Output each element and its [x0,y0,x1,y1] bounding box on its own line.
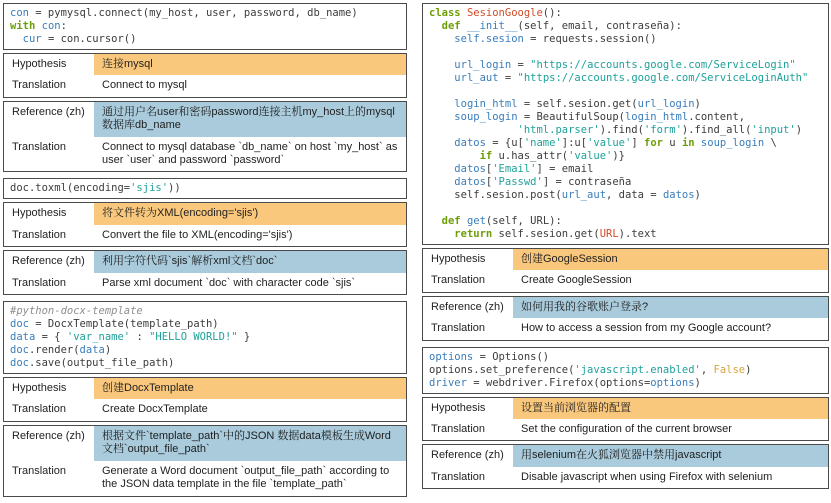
code-token: = webdriver.Firefox(options= [466,376,651,389]
code-token: ] [631,137,644,149]
code-line [10,20,400,33]
code-line [429,72,822,85]
code-token: 'Passwd' [492,176,543,188]
code-line [10,318,400,331]
hypothesis-label: Hypothesis [12,58,67,70]
hypothesis-table [422,397,829,442]
code-token: doc [10,357,29,370]
code-token: ) [694,189,701,201]
code-token: = {u[ [485,137,524,149]
code-token: URL [599,228,619,240]
code-token: datos [454,137,486,149]
code-token: 'javascript.enabled' [574,363,701,376]
code-block [3,301,407,374]
hypothesis-label: Hypothesis [12,382,67,395]
code-token [429,111,454,123]
code-token: ) [104,344,112,357]
code-token: [ [485,176,493,188]
code-line [429,85,822,98]
hypothesis-cell: 创建DocxTemplate [94,378,406,399]
table-row [423,270,828,291]
code-token: ) [694,98,701,110]
translation-label: Translation [431,470,486,483]
table-row [4,225,406,246]
reference-table [3,425,407,497]
code-token: , data = [606,189,663,201]
reference-label: Reference (zh) [12,105,85,118]
table-row [423,445,828,466]
code-line [10,33,400,46]
code-token: doc [10,318,29,331]
code-token [429,72,454,84]
code-token: #python-docx-template [10,305,143,318]
translation-cell: Connect to mysql [102,79,187,92]
code-token: [ [485,163,493,175]
code-block [3,3,407,50]
code-token: : [130,331,150,344]
code-token: 'value' [568,150,613,162]
code-block [3,178,407,199]
table-row [423,398,828,419]
code-token: ] = email [536,163,594,175]
code-token: options [650,376,695,389]
translation-cell: Connect to mysql database `db_name` on host `my_host` as user `user` and password `password` [102,140,398,167]
code-token: = Options() [473,350,550,363]
table-row [423,297,828,318]
code-token [429,215,442,227]
code-token: (self, URL): [485,215,562,227]
code-line [429,163,822,176]
table-row [4,75,406,96]
code-line [429,364,822,377]
code-token: , [700,363,714,376]
reference-label: Reference (zh) [12,255,85,268]
code-token [429,176,454,188]
code-token: } [237,331,251,344]
reference-label: Reference (zh) [12,429,85,442]
table-row [4,399,406,420]
code-token: def [441,215,461,227]
table-row [423,318,828,339]
code-token: ).find( [599,124,644,136]
code-token: "https://accounts.google.com/ServiceLoginAuth" [517,72,809,84]
code-token [10,33,23,45]
code-line [429,202,822,215]
code-token: = DocxTemplate(template_path) [28,318,219,331]
translation-cell: How to access a session from my Google account? [521,322,772,335]
code-token: __init__ [466,20,518,32]
code-token: url_login [454,59,512,71]
code-token: con [41,20,61,32]
code-token [429,20,442,32]
code-token: def [441,20,461,32]
code-token [429,163,454,175]
table-row [4,461,406,496]
code-token: options.set_preference( [429,363,575,376]
code-token: self.sesion [454,33,524,45]
code-token: login_html [624,111,689,123]
translation-cell: Generate a Word document `output_file_path` according to the JSON data template in the file `template_path` [102,464,390,491]
code-token: .content, [688,111,746,123]
code-token: cur [22,33,42,45]
code-token: = BeautifulSoup( [517,111,625,123]
table-row [423,419,828,440]
hypothesis-table [3,53,407,98]
code-token: "HELLO WORLD!" [149,331,238,344]
hypothesis-label: Hypothesis [431,401,486,414]
translation-cell: Parse xml document `doc` with character code `sjis` [102,276,356,289]
code-token: 'var_name' [66,331,131,344]
translation-label: Translation [12,140,67,153]
code-token: = con.cursor() [41,33,137,45]
code-token: u [662,137,682,149]
code-token [429,228,454,240]
code-line [429,33,822,46]
code-token: 'html.parser' [517,124,600,136]
hypothesis-cell: 将文件转为XML(encoding='sjis') [94,203,406,224]
table-row [4,273,406,294]
code-line [10,182,400,195]
table-row [4,54,406,75]
code-line [429,46,822,59]
code-token: 'Email' [492,163,537,175]
reference-cell: 用selenium在火狐浏览器中禁用javascript [513,445,828,466]
table-row [4,137,406,172]
code-token [429,33,454,45]
reference-cell: 通过用户名user和密码password连接主机my_host上的mysql数据库db_name [94,102,406,137]
hypothesis-label: Hypothesis [431,253,486,265]
translation-label: Translation [12,228,67,241]
code-token: 'input' [751,124,796,136]
code-line [10,7,400,20]
translation-cell: Convert the file to XML(encoding='sjis') [102,228,293,241]
reference-table [422,296,829,341]
code-token: ) [795,124,803,136]
code-token: = self.sesion.get( [517,98,638,110]
code-token: soup_login [700,137,765,149]
translation-label: Translation [12,464,67,477]
reference-cell: 利用字符代码`sjis`解析xml文档`doc` [94,251,406,272]
code-token: driver [429,376,467,389]
reference-cell: 根据文件`template_path`中的JSON 数据data模板生成Word文档`output_file_path` [94,426,406,461]
code-token: return [454,228,493,240]
code-token: 'sjis' [130,182,169,195]
reference-label: Reference (zh) [431,300,504,313]
code-token: \ [764,137,777,149]
reference-table [3,101,407,173]
code-token: url_login [637,98,695,110]
hypothesis-cell: 连接mysql [94,54,406,75]
code-token: data [79,344,105,357]
code-line [429,377,822,390]
table-row [4,378,406,399]
code-token: "https://accounts.google.com/ServiceLogin" [530,59,796,71]
code-token: doc.toxml(encoding= [10,182,131,195]
code-token: soup_login [454,111,518,123]
code-token: = requests.session() [523,33,657,45]
code-line [10,344,400,357]
code-token: with [10,20,36,32]
code-line [429,176,822,189]
code-token: 'name' [523,137,562,149]
code-token: ] = contraseña [542,176,632,188]
table-row [4,102,406,137]
code-token: False [713,363,746,376]
hypothesis-cell: 设置当前浏览器的配置 [513,398,828,419]
code-token [429,137,454,149]
code-token: (self, email, contraseña): [517,20,682,32]
code-token: for [644,137,663,149]
code-token: = pymysql.connect(my_host, user, password, db_name) [28,7,358,19]
table-row [4,426,406,461]
code-token: ).text [618,228,657,240]
code-token: ]:u[ [561,137,588,149]
code-token: url_aut [454,72,499,84]
reference-label: Reference (zh) [431,449,504,462]
code-example-section [3,178,407,295]
code-token: = [498,72,518,84]
code-token: in [681,137,695,149]
code-token: = { [35,331,67,344]
code-line [429,59,822,72]
code-line [429,98,822,111]
code-line [429,20,822,33]
code-token: = [511,59,531,71]
code-token: datos [662,189,695,201]
code-token: ) [694,376,701,389]
code-line [429,189,822,202]
code-token [429,150,480,162]
code-token: class [429,7,461,19]
code-token: u.has_attr( [492,150,569,162]
code-token: url_aut [561,189,607,201]
hypothesis-table [3,202,407,247]
code-token [429,59,454,71]
translation-label: Translation [12,79,67,92]
left-column [3,3,407,503]
code-token: )} [612,150,626,162]
code-line [429,215,822,228]
code-token: (): [542,7,562,19]
code-token: ) [745,363,752,376]
reference-cell: 如何用我的谷歌账户登录? [513,297,828,318]
code-token: )) [168,182,181,195]
code-line [429,228,822,241]
reference-table [422,444,829,489]
code-token: options [429,350,474,363]
table-row [423,467,828,488]
table-row [4,251,406,272]
code-example-section [3,3,407,172]
code-token: con [10,7,29,19]
translation-cell: Create DocxTemplate [102,403,208,416]
translation-cell: Create GoogleSession [521,274,632,287]
code-example-section [422,3,829,341]
table-row [4,203,406,224]
code-line [429,150,822,163]
code-block [422,3,829,245]
code-token: datos [454,176,486,188]
translation-cell: Disable javascript when using Firefox with selenium [521,470,773,483]
hypothesis-table [3,377,407,422]
hypothesis-label: Hypothesis [12,207,67,220]
code-line [429,351,822,364]
code-line [10,331,400,344]
code-token: self.sesion.get( [492,228,600,240]
code-token: .render( [28,344,80,357]
code-token: doc [10,344,29,357]
code-line [10,305,400,318]
translation-label: Translation [431,322,486,335]
code-token: get [466,215,486,227]
translation-label: Translation [12,403,67,416]
table-row [423,249,828,270]
code-line [429,137,822,150]
hypothesis-cell: 创建GoogleSession [513,249,828,270]
code-token: SesionGoogle [466,7,543,19]
code-line [10,357,400,370]
code-token: : [60,20,67,32]
code-line [429,7,822,20]
code-token: .save(output_file_path) [28,357,175,370]
code-token: if [479,150,493,162]
code-block [422,347,829,394]
right-column [422,3,829,495]
code-token: data [10,331,36,344]
reference-table [3,250,407,295]
hypothesis-table [422,248,829,293]
code-token [429,124,518,136]
code-token: ).find_all( [681,124,752,136]
code-example-section [3,301,407,496]
translation-label: Translation [431,423,486,436]
translation-label: Translation [12,276,67,289]
code-token: login_html [454,98,518,110]
code-example-section [422,347,829,490]
code-token: self.sesion.post( [429,189,562,201]
code-token: datos [454,163,486,175]
code-token: 'form' [643,124,682,136]
translation-label: Translation [431,274,486,287]
translation-cell: Set the configuration of the current browser [521,423,732,436]
code-line [429,111,822,124]
code-token [429,98,454,110]
code-token: 'value' [587,137,632,149]
code-line [429,124,822,137]
